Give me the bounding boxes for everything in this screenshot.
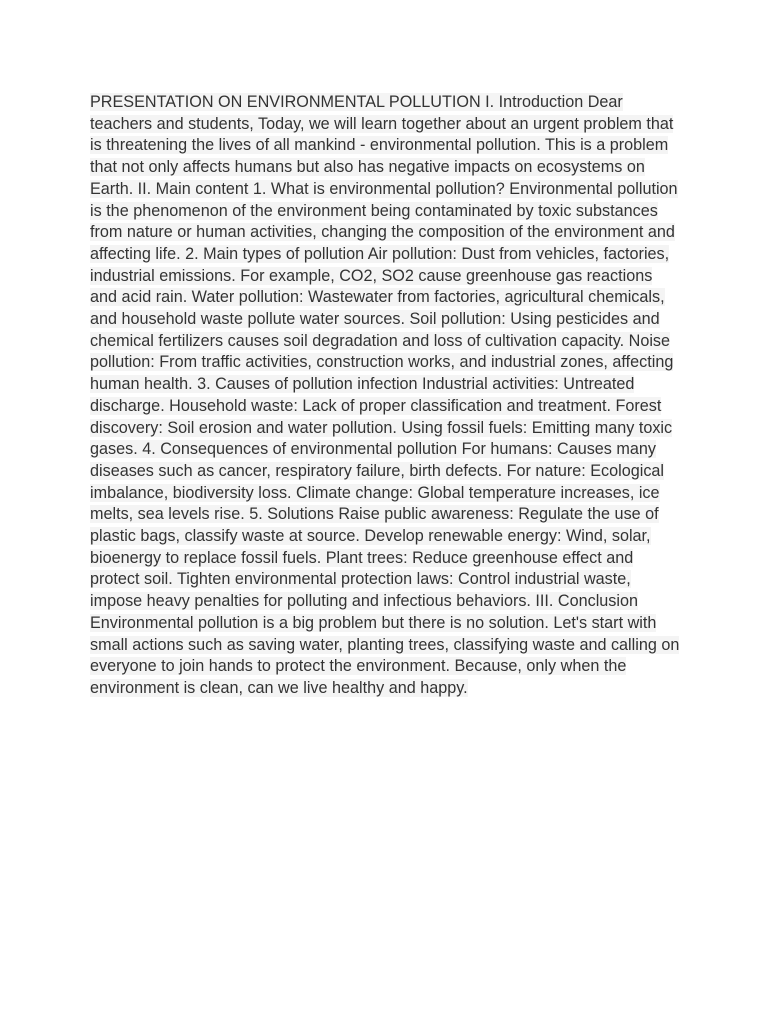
document-body-text: PRESENTATION ON ENVIRONMENTAL POLLUTION I. Introduction Dear teachers and students, Today, we will learn together about an urgent problem that is threatening the lives of all mankind - environmental pollution. This is a problem that not only affects humans but also has negative impacts on ecosystems on Earth. II. Main content 1. What is environmental pollution? Environmental pollution is the phenomenon of the environment being contaminated by toxic substances from nature or human activities, changing the composition of the environment and affecting life. 2. Main types of pollution Air pollution: Dust from vehicles, factories, industrial emissions. For example, CO2, SO2 cause greenhouse gas reactions and acid rain. Water pollution: Wastewater from factories, agricultural chemicals, and household waste pollute water sources. Soil pollution: Using pesticides and chemical fertilizers causes soil degradation and loss of cultivation capacity. Noise pollution: From traffic activities, construction works, and industrial zones, affecting human health. 3. Causes of pollution infection Industrial activities: Untreated discharge. Household waste: Lack of proper classification and treatment. Forest discovery: Soil erosion and water pollution. Using fossil fuels: Emitting many toxic gases. 4. Consequences of environmental pollution For humans: Causes many diseases such as cancer, respiratory failure, birth defects. For nature: Ecological imbalance, biodiversity loss. Climate change: Global temperature increases, ice melts, sea levels rise. 5. Solutions Raise public awareness: Regulate the use of plastic bags, classify waste at source. Develop renewable energy: Wind, solar, bioenergy to replace fossil fuels. Plant trees: Reduce greenhouse effect and protect soil. Tighten environmental protection laws: Control industrial waste, impose heavy penalties for polluting and infectious behaviors. III. Conclusion Environmental pollution is a big problem but there is no solution. Let's start with small actions such as saving water, planting trees, classifying waste and calling on everyone to join hands to protect the environment. Because, only when the environment is clean, can we live healthy and happy.: [90, 93, 680, 697]
document-body: [90, 92, 680, 700]
